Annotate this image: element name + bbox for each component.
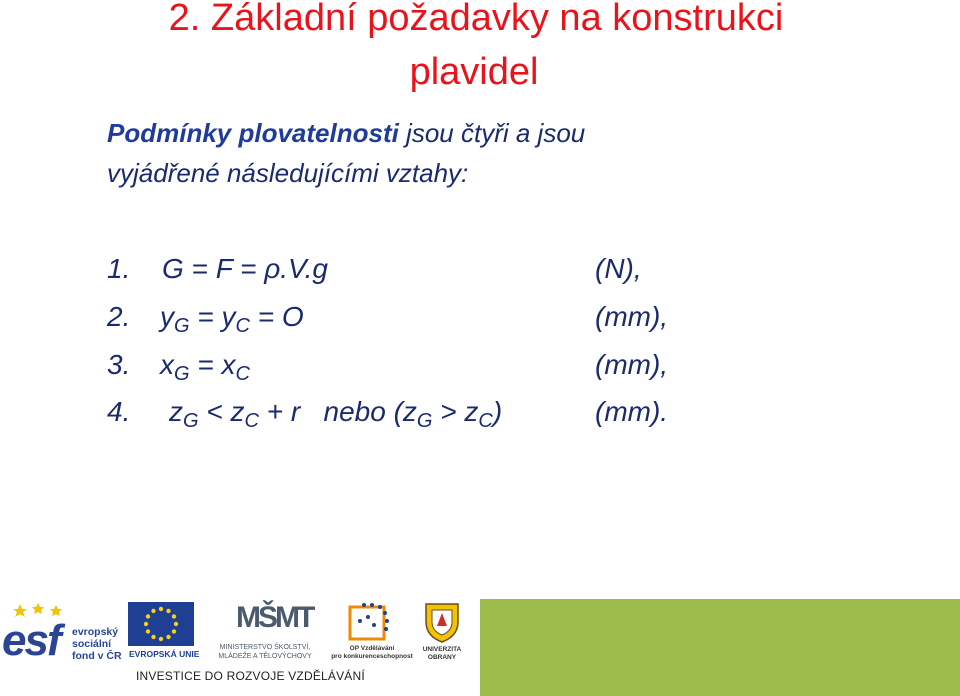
msmt-caption: MINISTERSTVO ŠKOLSTVÍ, MLÁDEŽE A TĚLOVÝCHOVY (218, 644, 312, 660)
opvk-square-icon (330, 601, 414, 643)
equation-number: 4. (107, 396, 131, 427)
equation-unit: (N), (595, 253, 642, 284)
equation-4 (107, 396, 807, 432)
eu-flag-icon (128, 602, 194, 646)
footer-banner (0, 596, 960, 696)
unob-crest-icon (420, 600, 464, 644)
esf-logo (2, 602, 122, 664)
logo-strip (0, 596, 480, 696)
opvk-logo (330, 601, 414, 665)
equation-3 (107, 349, 807, 385)
green-band (480, 599, 960, 696)
opvk-caption: OP Vzdělávání pro konkurenceschopnost (331, 645, 413, 660)
slide-title-line2: plavidel (409, 51, 539, 93)
equation-number: 2. (107, 301, 131, 332)
equation-expression: $y_G = y_C = O$ (160, 301, 304, 337)
esf-caption: evropský sociální fond v ČR (72, 626, 122, 662)
equation-1 (107, 253, 807, 289)
unob-caption: UNIVERZITA OBRANY (422, 646, 462, 661)
equation-number: 3. (107, 349, 131, 380)
intro-emphasis: Podmínky plovatelnosti (107, 118, 399, 148)
eu-label: EVROPSKÁ UNIE (129, 649, 200, 659)
equation-unit: (mm). (595, 396, 669, 427)
equation-number: 1. (107, 253, 131, 284)
equation-expression: $z_G < z_C + r$ nebo $(z_G > z_C)$ (169, 396, 503, 432)
msmt-logo-text: MŠMT (236, 601, 313, 634)
esf-logo-text: esf (2, 616, 60, 665)
intro-line1 (107, 118, 585, 148)
msmt-logo (206, 601, 324, 665)
equation-expression: $x_G = x_C$ (160, 349, 250, 385)
intro-rest: jsou čtyři a jsou (398, 118, 586, 148)
slide-title-line1: 2. Základní požadavky na konstrukci (168, 0, 784, 39)
unob-logo (420, 600, 464, 668)
equation-2 (107, 301, 807, 337)
slogan-text: INVESTICE DO ROZVOJE VZDĚLÁVÁNÍ (136, 669, 365, 683)
equation-expression: G = F = ρ.V.g (162, 253, 328, 284)
equation-unit: (mm), (595, 301, 669, 332)
intro-line2: vyjádřené následujícími vztahy: (107, 158, 469, 188)
equation-unit: (mm), (595, 349, 669, 380)
